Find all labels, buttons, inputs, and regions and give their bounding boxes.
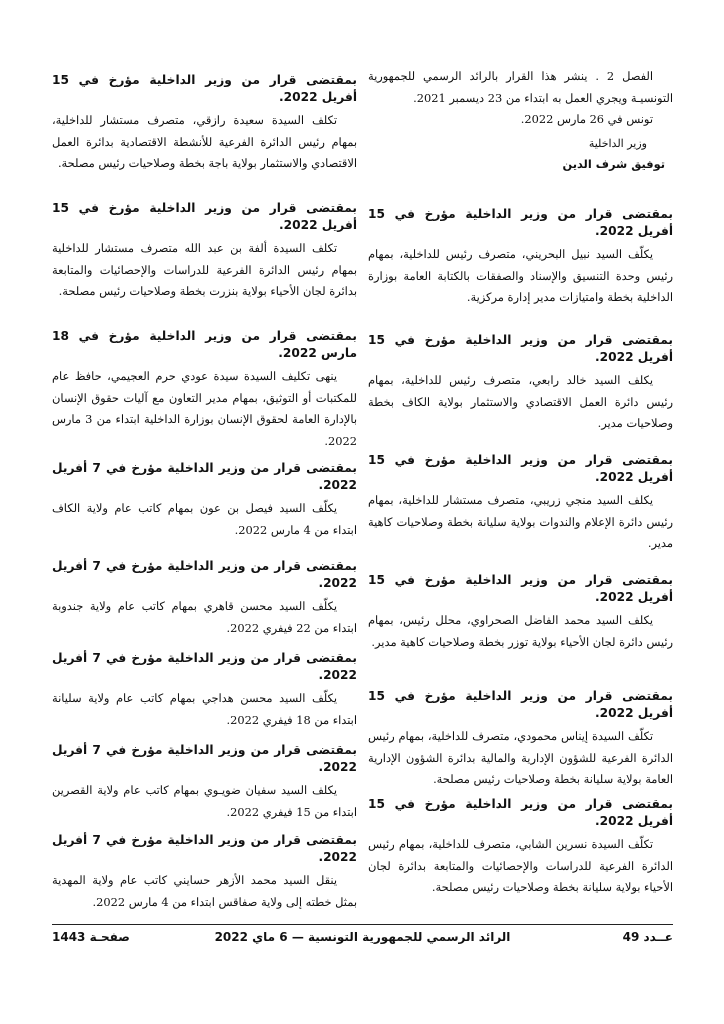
decree-heading: بمقتضى قرار من وزير الداخلية مؤرخ في 15 أفريل 2022. <box>368 689 673 720</box>
place-date: تونس في 26 مارس 2022. <box>520 112 653 126</box>
decree-heading: بمقتضى قرار من وزير الداخلية مؤرخ في 7 أفريل 2022. <box>52 461 357 492</box>
page-number: صفحـة 1443 <box>52 930 130 944</box>
decree-item <box>52 742 357 823</box>
decree-body: تكلف السيدة ألفة بن عبد الله متصرف مستشار للداخلية بمهام رئيس الدائرة الفرعية للدراسات والإحصائيات والمتابعة بدائرة لجان الأحياء بولاية بنزرت بخطة وصلاحيات رئيس مصلحة. <box>52 241 357 298</box>
issue-number: عــدد 49 <box>622 930 673 944</box>
decree-item <box>52 328 357 452</box>
decree-heading: بمقتضى قرار من وزير الداخلية مؤرخ في 15 أفريل 2022. <box>368 333 673 364</box>
decree-heading: بمقتضى قرار من وزير الداخلية مؤرخ في 7 أفريل 2022. <box>52 651 357 682</box>
decree-body: يكلّف السيد نبيل البحريني، متصرف رئيس للداخلية، بمهام رئيس وحدة التنسيق والإسناد والصفقات بالكتابة العامة بوزارة الداخلية بخطة وامتيازات مدير إدارة مركزية. <box>368 247 673 304</box>
decree-item <box>52 72 357 175</box>
decree-body: تكلّف السيدة إيناس محمودي، متصرف للداخلية، بمهام رئيس الدائرة الفرعية للشؤون الإدارية والمالية بدائرة الشؤون الإدارية العامة بولاية سليانة بخطة وصلاحيات رئيس مصلحة. <box>368 729 673 786</box>
decree-item <box>368 206 673 309</box>
decree-body: يكلف السيد سفيان ضويـوي بمهام كاتب عام ولاية القصرين ابتداء من 15 فيفري 2022. <box>52 783 357 819</box>
decree-item <box>368 796 673 899</box>
decree-item <box>368 452 673 555</box>
decree-body: تكلّف السيدة نسرين الشابي، متصرف للداخلية، بمهام رئيس الدائرة الفرعية للدراسات والإحصائيات والمتابعة بدائرة لجان الأحياء بولاية سليانة بخطة وصلاحيات رئيس مصلحة. <box>368 837 673 894</box>
decree-body: يكلّف السيد فيصل بن عون بمهام كاتب عام ولاية الكاف ابتداء من 4 مارس 2022. <box>52 501 357 537</box>
decree-item <box>52 460 357 541</box>
decree-heading: بمقتضى قرار من وزير الداخلية مؤرخ في 15 أفريل 2022. <box>368 453 673 484</box>
decree-item <box>52 200 357 303</box>
decree-item <box>52 558 357 639</box>
decree-item <box>368 688 673 791</box>
decree-body: ينهى تكليف السيدة سيدة عودي حرم العجيمي، حافظ عام للمكتبات أو التوثيق، بمهام مدير التعاون مع آليات حقوق الإنسان بالإدارة العامة لحقوق الإنسان بوزارة الداخلية ابتداء من 3 مارس 2022. <box>52 369 357 448</box>
decree-body: ينقل السيد محمد الأزهر حسايني كاتب عام ولاية المهدية بمثل خطته إلى ولاية صفاقس ابتداء من 4 مارس 2022. <box>52 873 357 909</box>
decree-item <box>368 572 673 653</box>
decree-heading: بمقتضى قرار من وزير الداخلية مؤرخ في 7 أفريل 2022. <box>52 833 357 864</box>
decree-heading: بمقتضى قرار من وزير الداخلية مؤرخ في 7 أفريل 2022. <box>52 743 357 774</box>
footer-divider <box>52 924 673 925</box>
decree-body: يكلف السيد منجي زريبي، متصرف مستشار للداخلية، بمهام رئيس دائرة الإعلام والندوات بولاية سليانة بخطة وصلاحيات كاهية مدير. <box>368 493 673 550</box>
decree-item <box>368 332 673 435</box>
decree-heading: بمقتضى قرار من وزير الداخلية مؤرخ في 7 أفريل 2022. <box>52 559 357 590</box>
decree-body: يكلف السيد خالد رابعي، متصرف رئيس للداخلية، بمهام رئيس دائرة العمل الاقتصادي والاستثمار بولاية الكاف بخطة وصلاحيات مدير. <box>368 373 673 430</box>
decree-heading: بمقتضى قرار من وزير الداخلية مؤرخ في 15 أفريل 2022. <box>368 573 673 604</box>
decree-body: يكلّف السيد محسن هداجي بمهام كاتب عام ولاية سليانة ابتداء من 18 فيفري 2022. <box>52 691 357 727</box>
decree-heading: بمقتضى قرار من وزير الداخلية مؤرخ في 15 أفريل 2022. <box>52 201 357 232</box>
decree-body: تكلف السيدة سعيدة رازقي، متصرف مستشار للداخلية، بمهام رئيس الدائرة الفرعية للأنشطة الاقتصادية بدائرة العمل الاقتصادي والاستثمار بولاية باجة بخطة وصلاحيات رئيس مصلحة. <box>52 113 357 170</box>
signature-name: توفيق شرف الدين <box>562 156 665 171</box>
decree-heading: بمقتضى قرار من وزير الداخلية مؤرخ في 15 أفريل 2022. <box>52 73 357 104</box>
gazette-title-date: الرائد الرسمي للجمهورية التونسية — 6 ماي 2022 <box>214 930 511 944</box>
decree-item <box>52 832 357 913</box>
decree-heading: بمقتضى قرار من وزير الداخلية مؤرخ في 18 مارس 2022. <box>52 329 357 360</box>
closing-article <box>368 66 673 173</box>
decree-item <box>52 650 357 731</box>
signature-title: وزير الداخلية <box>588 136 647 150</box>
decree-body: يكلف السيد محمد الفاضل الصحراوي، محلل رئيس، بمهام رئيس دائرة لجان الأحياء بولاية توزر بخطة وصلاحيات كاهية مدير. <box>368 613 673 649</box>
article-text: الفصل 2 . ينشر هذا القرار بالرائد الرسمي للجمهورية التونسيـة ويجري العمل به ابتداء من 23 ديسمبر 2021. <box>368 69 673 105</box>
decree-body: يكلّف السيد محسن قاهري بمهام كاتب عام ولاية جندوبة ابتداء من 22 فيفري 2022. <box>52 599 357 635</box>
decree-heading: بمقتضى قرار من وزير الداخلية مؤرخ في 15 أفريل 2022. <box>368 797 673 828</box>
page-footer <box>52 930 673 950</box>
decree-heading: بمقتضى قرار من وزير الداخلية مؤرخ في 15 أفريل 2022. <box>368 207 673 238</box>
